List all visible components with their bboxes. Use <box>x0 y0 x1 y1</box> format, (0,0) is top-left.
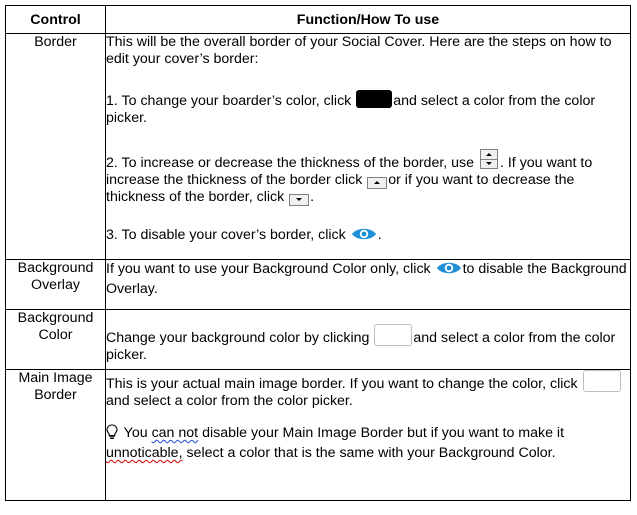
controls-table <box>5 5 631 501</box>
table-row <box>6 260 631 310</box>
color-swatch-black[interactable] <box>356 90 392 108</box>
function-background-overlay: If you want to use your Background Color only, click to disable the Background Overlay. <box>106 260 631 310</box>
function-main-image-border: This is your actual main image border. If you want to change the color, click and select a color from the color picker. You can not disable your Main Image Border but if you want to make it unnoticable, select a color that is the same with your Background Color. <box>106 370 631 501</box>
table-row <box>6 310 631 370</box>
table-header-row <box>6 6 631 34</box>
function-background-color: Change your background color by clicking and select a color from the color picker. <box>106 310 631 370</box>
header-function: Function/How To use <box>106 6 631 34</box>
header-control: Control <box>6 6 106 34</box>
decrease-button-icon[interactable] <box>289 194 309 206</box>
border-intro: This will be the overall border of your Social Cover. Here are the steps on how to edit your cover’s border: <box>106 34 612 67</box>
main-image-border-tip: You can not disable your Main Image Border but if you want to make it unnoticable, select a color that is the same with your Background Color. <box>106 425 565 461</box>
increase-button-icon[interactable] <box>367 177 387 189</box>
border-step3: 3. To disable your cover’s border, click . <box>106 226 630 247</box>
border-step1: 1. To change your boarder’s color, click and select a color from the color picker. <box>106 90 630 127</box>
table-row <box>6 34 631 260</box>
eye-icon[interactable] <box>351 226 377 247</box>
control-background-color: Background Color <box>6 310 106 370</box>
lightbulb-icon <box>106 424 118 445</box>
table-row <box>6 370 631 501</box>
spinner-icon[interactable] <box>480 149 498 169</box>
control-border: Border <box>6 34 106 260</box>
function-border <box>106 34 631 260</box>
control-background-overlay: Background Overlay <box>6 260 106 310</box>
eye-icon[interactable] <box>436 260 462 281</box>
color-swatch-white[interactable] <box>374 324 412 346</box>
color-swatch-white[interactable] <box>583 370 621 392</box>
control-main-image-border: Main Image Border <box>6 370 106 501</box>
border-step2: 2. To increase or decrease the thickness of the border, use . If you want to increase the thickness of the border click or if you want to decrease the thickness of the border, click . <box>106 149 630 206</box>
